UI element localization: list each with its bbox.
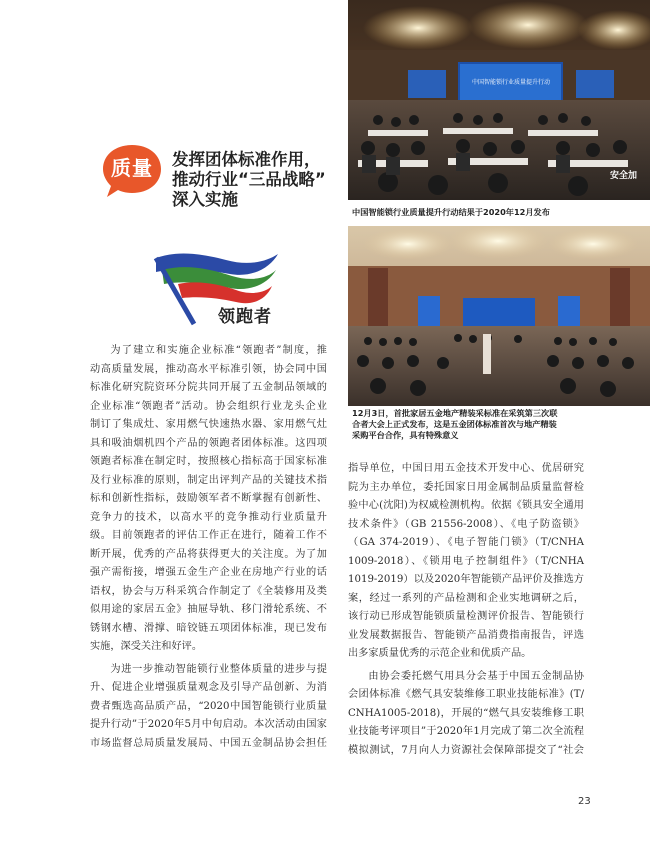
text-line: 领跑者标准在制定时，按照核心指标高于国家标准 xyxy=(90,456,327,467)
text-line: 制订了集成灶、家用燃气快速热水器、家用燃气灶 xyxy=(90,419,327,430)
section-badge: 质量 xyxy=(111,156,153,180)
text-line: 具和吸油烟机四个产品的领跑者团体标准。这四项 xyxy=(90,437,327,449)
text-line: 锈钢水槽、滑撑、暗铰链五项团体标准，现已发布 xyxy=(90,622,327,634)
caption-line: 采购平台合作，具有特殊意义 xyxy=(352,430,459,440)
top-conference-photo xyxy=(348,0,650,200)
text-line: 为进一步推动智能锁行业整体质量的进步与提 xyxy=(110,663,327,675)
text-line: 1019-2019）以及2020年智能锁产品评价及推选方 xyxy=(348,574,584,585)
text-line: 费者甄选高品质产品，“2020中国智能锁行业质量 xyxy=(90,700,327,712)
text-line: 市场监督总局质量发展局、中国五金制品协会担任 xyxy=(90,737,327,749)
text-line: 案，经过一系列的产品检测和企业实地调研之后， xyxy=(348,592,584,604)
text-line: （GA 374-2019）、《电子智能门锁》（T/CNHA xyxy=(348,537,584,548)
top-photo-caption: 中国智能锁行业质量提升行动结果于2020年12月发布 xyxy=(352,207,550,217)
text-line: 出多家质量优秀的示范企业和优质产品。 xyxy=(348,648,532,659)
text-line: 强产需衔接，增强五金生产企业在房地产行业的话 xyxy=(90,567,327,578)
text-line: 企业标准“领跑者”活动。协会组织行业龙头企业 xyxy=(90,400,327,412)
text-line: 验中心(沈阳)为权威检测机构。依据《锁具安全通用 xyxy=(348,500,584,511)
paragraph xyxy=(348,668,584,761)
text-line: 模拟测试，7月向人力资源社会保障部提交了“社会 xyxy=(348,744,584,756)
text-line: 提升行动”于2020年5月中旬启动。本次活动由国家 xyxy=(90,719,327,730)
bottom-conference-photo xyxy=(348,226,650,406)
text-line: 业技能考评项目”于2020年1月完成了第二次全流程 xyxy=(348,726,584,737)
left-column xyxy=(90,342,327,753)
text-line: 实施，深受关注和好评。 xyxy=(90,641,203,652)
text-line: 似用途的家居五金》抽屉导轨、移门滑轮系统、不 xyxy=(90,604,327,615)
text-line: 及行业标准的原则，制定出评判产品的关键技术指 xyxy=(90,474,327,486)
paragraph xyxy=(90,661,327,754)
photo-watermark: 安全加 xyxy=(610,171,638,181)
text-line: 会团体标准《燃气具安装维修工职业技能标准》(T/ xyxy=(348,689,584,700)
text-line: 动高质量发展，推动高水平标准引领，协会同中国 xyxy=(90,363,327,375)
text-line: CNHA1005-2018)，开展的“燃气具安装维修工职 xyxy=(348,707,584,719)
conference-hall-photo-icon xyxy=(348,0,650,200)
text-line: 断开展，优秀的产品将获得更大的关注度。为了加 xyxy=(90,548,327,560)
paragraph xyxy=(90,342,327,657)
text-line: 标和创新性指标，鼓励领军者不断掌握有创新性、 xyxy=(90,493,327,504)
right-column xyxy=(348,460,584,760)
bottom-photo-caption xyxy=(352,408,557,441)
page-number: 23 xyxy=(578,796,591,807)
text-line: 语权，协会与万科采筑合作制定了《全装修用及类 xyxy=(90,585,327,597)
text-line: 级。目前领跑者的评估工作正在进行，随着工作不 xyxy=(90,530,327,541)
paragraph xyxy=(348,460,584,664)
text-line: 为了建立和实施企业标准“领跑者”制度，推 xyxy=(110,345,327,356)
text-line: 由协会委托燃气用具分会基于中国五金制品协 xyxy=(368,670,584,682)
headline-line: 推动行业“三品战略” xyxy=(172,170,326,189)
text-line: 技术条件》（GB 21556-2008）、《电子防盗锁》 xyxy=(348,518,584,530)
text-line: 标准化研究院资环分院共同开展了五金制品领域的 xyxy=(90,382,327,393)
conference-hall-photo-icon xyxy=(348,226,650,406)
caption-line: 合者大会上正式发布，这是五金团体标准首次与地产精装 xyxy=(352,419,557,429)
headline-line: 发挥团体标准作用， xyxy=(172,150,321,169)
caption-line: 12月3日，首批家居五金地产精装采标准在采筑第三次联 xyxy=(352,408,558,418)
text-line: 该行动已形成智能锁质量检测评价报告、智能锁行 xyxy=(348,611,584,622)
text-line: 业发展数据报告、智能锁产品消费指南报告，评选 xyxy=(348,629,584,641)
text-line: 1009-2018）、《锁用电子控制组件》（T/CNHA xyxy=(348,555,584,567)
section-headline xyxy=(172,150,352,210)
text-line: 升、促进企业增强质量观念及引导产品创新、为消 xyxy=(90,682,327,693)
headline-line: 深入实施 xyxy=(172,190,238,209)
text-line: 竞争力的技术，以高水平的竞争推动行业质量升 xyxy=(90,511,327,523)
screen-text: 中国智能锁行业质量提升行动 xyxy=(471,79,551,86)
text-line: 指导单位，中国日用五金技术开发中心、优居研究 xyxy=(348,463,584,474)
text-line: 院为主办单位，委托国家日用金属制品质量监督检 xyxy=(348,481,584,493)
logo-text: 领跑者 xyxy=(218,307,272,327)
